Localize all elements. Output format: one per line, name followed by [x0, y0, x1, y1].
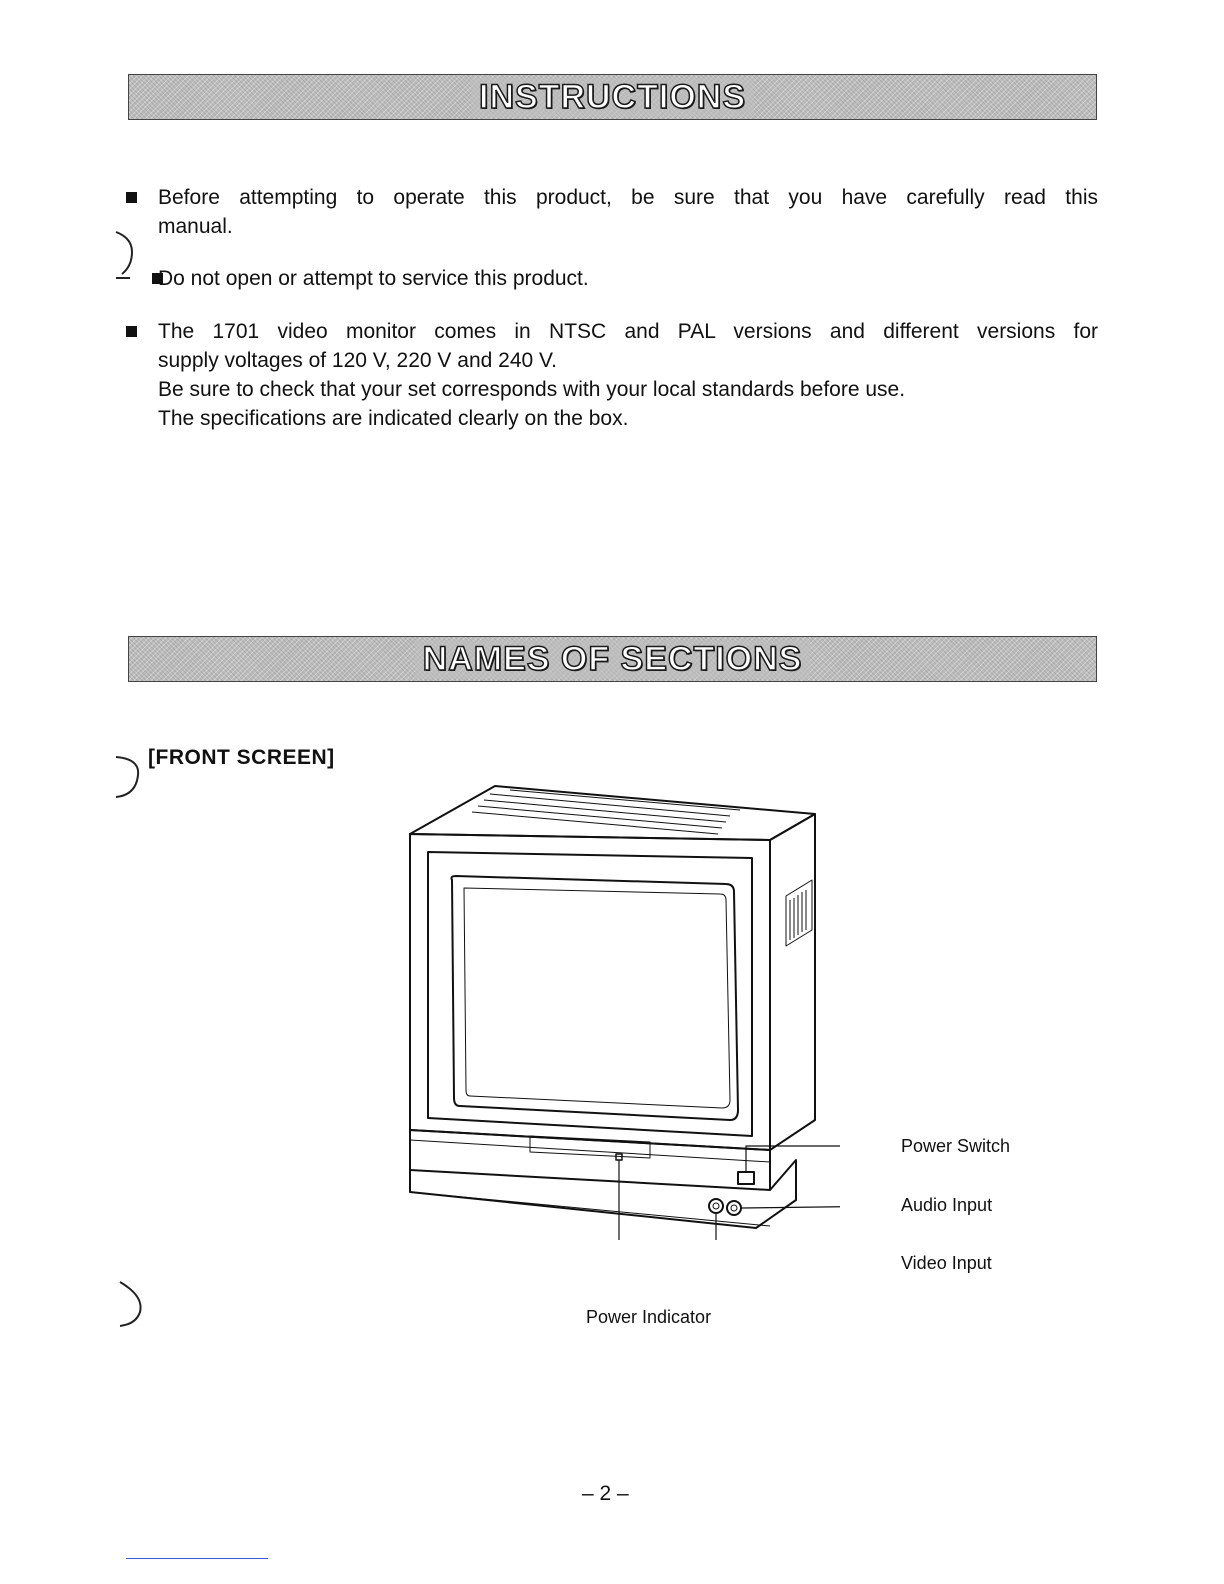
binder-hole-mark — [110, 228, 160, 288]
power-switch-label: Power Switch — [901, 1136, 1011, 1156]
cabinet-top — [410, 786, 815, 840]
instruction-line: The 1701 video monitor comes in NTSC and PAL versions and different versions for — [158, 320, 1098, 343]
audio-input-label: Audio Input — [901, 1195, 993, 1215]
bullet-square — [126, 192, 137, 203]
audio-input-jack — [727, 1201, 741, 1215]
instruction-line: Be sure to check that your set corresponds with your local standards before use. — [158, 378, 906, 401]
instruction-line: supply voltages of 120 V, 220 V and 240 V. — [158, 349, 557, 372]
power-indicator-label: Power Indicator — [586, 1307, 712, 1327]
front-screen-heading: [FRONT SCREEN] — [148, 746, 335, 769]
audio-input-leader — [742, 1206, 840, 1208]
instruction-line: Before attempting to operate this product, be sure that you have carefully read this — [158, 186, 1098, 209]
front-bezel — [410, 834, 770, 1150]
video-input-leader — [716, 1214, 840, 1240]
video-input-jack — [709, 1199, 723, 1213]
instructions-title: INSTRUCTIONS — [471, 78, 754, 117]
power-switch — [738, 1172, 754, 1184]
instruction-line: manual. — [158, 215, 233, 238]
instruction-line: The specifications are indicated clearly on the box. — [158, 407, 629, 430]
bottom-rule — [126, 1558, 268, 1559]
page-number: – 2 – — [582, 1482, 629, 1505]
names-of-sections-banner — [128, 636, 1097, 682]
names-of-sections-title: NAMES OF SECTIONS — [415, 640, 811, 679]
screen — [452, 876, 739, 1120]
cabinet-side — [770, 814, 815, 1150]
instruction-line: Do not open or attempt to service this product. — [158, 267, 589, 290]
binder-hole-mark — [110, 1278, 160, 1338]
video-input-label: Video Input — [901, 1253, 992, 1273]
bullet-square — [126, 326, 137, 337]
monitor-illustration — [400, 780, 840, 1240]
instructions-banner — [128, 74, 1097, 120]
